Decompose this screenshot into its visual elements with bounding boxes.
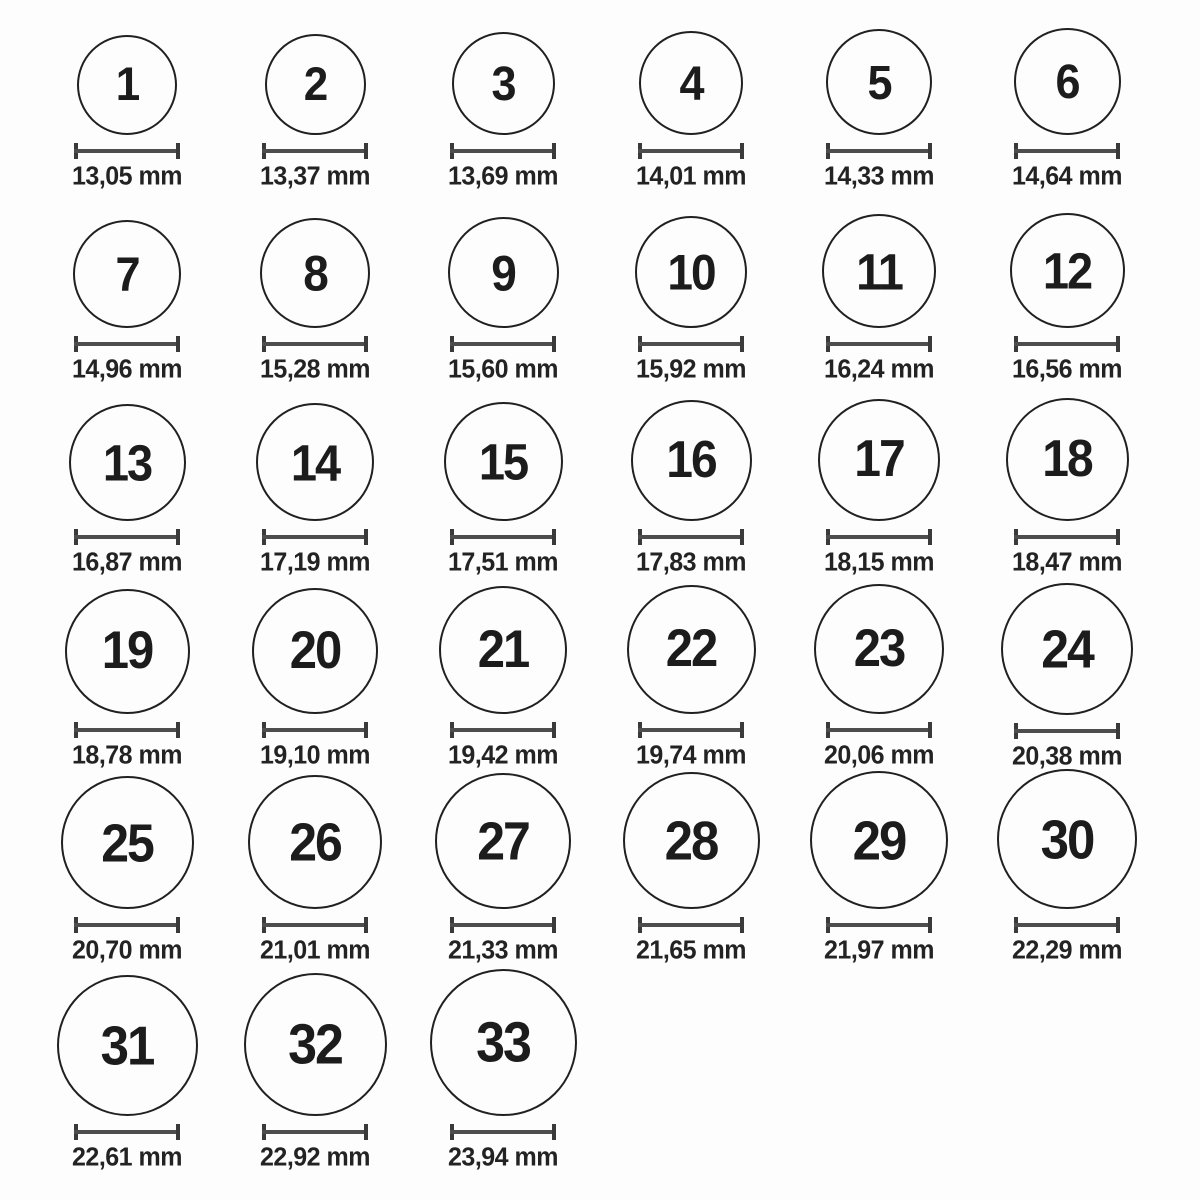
measure-tick-right bbox=[552, 529, 556, 545]
ring-size-cell bbox=[33, 583, 221, 776]
ring-size-number: 17 bbox=[854, 430, 904, 489]
ring-size-cell bbox=[33, 776, 221, 969]
ring-circle bbox=[73, 220, 181, 328]
diameter-measure-line bbox=[74, 1124, 180, 1140]
measure-bar bbox=[74, 923, 180, 927]
diameter-measure-line bbox=[450, 722, 556, 738]
measure-bar bbox=[826, 149, 932, 153]
circle-area bbox=[260, 197, 370, 328]
ring-circle bbox=[256, 403, 374, 521]
measure-bar bbox=[262, 1130, 368, 1134]
diameter-label: 18,78 mm bbox=[72, 740, 182, 770]
measure-bar bbox=[826, 923, 932, 927]
ring-size-number: 8 bbox=[303, 244, 327, 302]
circle-area bbox=[448, 197, 559, 328]
measure-bar bbox=[74, 535, 180, 539]
measure-bar bbox=[1014, 342, 1120, 346]
circle-area bbox=[57, 969, 198, 1116]
ring-size-cell bbox=[409, 390, 597, 583]
measure-tick-right bbox=[552, 336, 556, 352]
diameter-label: 16,56 mm bbox=[1012, 354, 1122, 384]
ring-size-cell bbox=[785, 583, 973, 776]
measure-tick-right bbox=[176, 722, 180, 738]
diameter-label: 19,74 mm bbox=[636, 740, 746, 770]
ring-size-cell bbox=[409, 4, 597, 197]
ring-circle bbox=[260, 218, 370, 328]
measure-bar bbox=[1014, 923, 1120, 927]
ring-size-number: 15 bbox=[478, 432, 528, 491]
ring-size-number: 30 bbox=[1040, 808, 1094, 870]
measure-tick-right bbox=[364, 1124, 368, 1140]
diameter-label: 15,92 mm bbox=[636, 354, 746, 384]
measure-bar bbox=[262, 149, 368, 153]
circle-area bbox=[439, 583, 567, 714]
measure-tick-right bbox=[740, 336, 744, 352]
circle-area bbox=[61, 776, 194, 909]
ring-size-number: 20 bbox=[289, 621, 341, 680]
circle-area bbox=[69, 390, 186, 521]
measure-tick-right bbox=[740, 529, 744, 545]
ring-size-number: 25 bbox=[101, 812, 153, 873]
measure-tick-right bbox=[176, 529, 180, 545]
diameter-label: 21,65 mm bbox=[636, 935, 746, 965]
diameter-measure-line bbox=[638, 917, 744, 933]
ring-size-number: 3 bbox=[491, 55, 515, 112]
ring-size-cell bbox=[785, 197, 973, 390]
ring-circle bbox=[252, 588, 378, 714]
measure-bar bbox=[826, 535, 932, 539]
ring-size-number: 5 bbox=[867, 54, 891, 110]
ring-size-cell bbox=[785, 4, 973, 197]
ring-circle bbox=[639, 31, 743, 135]
measure-bar bbox=[638, 149, 744, 153]
diameter-measure-line bbox=[638, 529, 744, 545]
diameter-label: 14,64 mm bbox=[1012, 161, 1122, 191]
diameter-label: 14,33 mm bbox=[824, 161, 934, 191]
ring-circle bbox=[822, 214, 936, 328]
ring-size-cell bbox=[221, 390, 409, 583]
ring-size-number: 11 bbox=[856, 242, 902, 300]
measure-tick-right bbox=[364, 722, 368, 738]
ring-circle bbox=[623, 772, 760, 909]
ring-size-cell bbox=[409, 969, 597, 1178]
ring-size-number: 28 bbox=[664, 809, 718, 872]
diameter-measure-line bbox=[450, 1124, 556, 1140]
measure-bar bbox=[74, 1130, 180, 1134]
measure-bar bbox=[638, 728, 744, 732]
measure-tick-right bbox=[1116, 336, 1120, 352]
measure-tick-right bbox=[364, 917, 368, 933]
circle-area bbox=[818, 390, 940, 521]
circle-area bbox=[435, 773, 571, 909]
diameter-label: 20,06 mm bbox=[824, 740, 934, 770]
measure-tick-right bbox=[176, 1124, 180, 1140]
circle-area bbox=[623, 772, 760, 909]
circle-area bbox=[73, 197, 181, 328]
circle-area bbox=[1010, 197, 1125, 328]
ring-circle bbox=[448, 217, 559, 328]
ring-circle bbox=[61, 776, 194, 909]
ring-circle bbox=[1006, 398, 1129, 521]
ring-size-number: 27 bbox=[477, 810, 529, 872]
ring-size-number: 4 bbox=[679, 55, 703, 111]
diameter-label: 21,01 mm bbox=[260, 935, 370, 965]
diameter-measure-line bbox=[1014, 917, 1120, 933]
ring-size-number: 10 bbox=[667, 243, 715, 301]
diameter-label: 13,69 mm bbox=[448, 161, 558, 191]
diameter-measure-line bbox=[450, 917, 556, 933]
ring-size-number: 18 bbox=[1042, 430, 1092, 488]
ring-size-cell bbox=[221, 197, 409, 390]
diameter-measure-line bbox=[638, 336, 744, 352]
circle-area bbox=[822, 197, 936, 328]
ring-circle bbox=[1001, 583, 1133, 715]
ring-size-number: 1 bbox=[115, 58, 139, 111]
ring-circle bbox=[627, 585, 756, 714]
ring-circle bbox=[69, 404, 186, 521]
ring-size-number: 9 bbox=[491, 244, 515, 301]
ring-size-cell bbox=[973, 197, 1161, 390]
measure-tick-right bbox=[1116, 723, 1120, 739]
diameter-measure-line bbox=[1014, 336, 1120, 352]
measure-bar bbox=[262, 535, 368, 539]
measure-tick-right bbox=[928, 143, 932, 159]
measure-tick-right bbox=[740, 722, 744, 738]
diameter-measure-line bbox=[826, 336, 932, 352]
diameter-label: 22,61 mm bbox=[72, 1142, 182, 1172]
diameter-measure-line bbox=[638, 722, 744, 738]
ring-size-number: 23 bbox=[853, 619, 905, 678]
circle-area bbox=[444, 390, 563, 521]
measure-tick-right bbox=[928, 722, 932, 738]
ring-circle bbox=[65, 589, 190, 714]
ring-circle bbox=[818, 399, 940, 521]
circle-area bbox=[452, 4, 555, 135]
ring-size-number: 6 bbox=[1055, 53, 1079, 110]
measure-tick-right bbox=[364, 529, 368, 545]
diameter-label: 22,92 mm bbox=[260, 1142, 370, 1172]
ring-circle bbox=[1010, 213, 1125, 328]
measure-bar bbox=[74, 149, 180, 153]
diameter-measure-line bbox=[826, 529, 932, 545]
diameter-measure-line bbox=[1014, 143, 1120, 159]
diameter-label: 20,70 mm bbox=[72, 935, 182, 965]
ring-size-number: 29 bbox=[852, 809, 906, 871]
ring-size-cell bbox=[409, 583, 597, 776]
measure-tick-right bbox=[176, 143, 180, 159]
circle-area bbox=[826, 4, 932, 135]
ring-size-cell bbox=[597, 197, 785, 390]
diameter-measure-line bbox=[262, 336, 368, 352]
diameter-measure-line bbox=[1014, 723, 1120, 739]
circle-area bbox=[810, 771, 948, 909]
diameter-measure-line bbox=[262, 529, 368, 545]
measure-bar bbox=[74, 728, 180, 732]
diameter-label: 16,24 mm bbox=[824, 354, 934, 384]
diameter-label: 21,97 mm bbox=[824, 935, 934, 965]
circle-area bbox=[627, 583, 756, 714]
circle-area bbox=[248, 775, 382, 909]
ring-circle bbox=[1014, 28, 1121, 135]
measure-tick-right bbox=[552, 143, 556, 159]
measure-tick-right bbox=[1116, 529, 1120, 545]
measure-bar bbox=[1014, 729, 1120, 733]
ring-size-number: 32 bbox=[288, 1013, 342, 1076]
diameter-label: 18,47 mm bbox=[1012, 547, 1122, 577]
ring-circle bbox=[248, 775, 382, 909]
ring-size-cell bbox=[409, 776, 597, 969]
measure-bar bbox=[262, 923, 368, 927]
ring-size-number: 2 bbox=[303, 57, 327, 111]
measure-bar bbox=[450, 923, 556, 927]
diameter-label: 17,83 mm bbox=[636, 547, 746, 577]
ring-size-cell bbox=[221, 4, 409, 197]
ring-size-cell bbox=[409, 197, 597, 390]
ring-circle bbox=[435, 773, 571, 909]
diameter-label: 16,87 mm bbox=[72, 547, 182, 577]
ring-size-number: 14 bbox=[290, 433, 340, 491]
measure-tick-right bbox=[364, 336, 368, 352]
ring-size-number: 16 bbox=[666, 431, 716, 489]
ring-circle bbox=[57, 975, 198, 1116]
ring-size-cell bbox=[221, 776, 409, 969]
ring-size-cell bbox=[785, 390, 973, 583]
ring-size-cell bbox=[597, 776, 785, 969]
measure-bar bbox=[262, 728, 368, 732]
circle-area bbox=[997, 769, 1137, 909]
diameter-label: 14,01 mm bbox=[636, 161, 746, 191]
diameter-measure-line bbox=[450, 143, 556, 159]
diameter-measure-line bbox=[638, 143, 744, 159]
measure-bar bbox=[450, 728, 556, 732]
measure-tick-right bbox=[552, 917, 556, 933]
ring-size-cell bbox=[973, 776, 1161, 969]
diameter-measure-line bbox=[74, 917, 180, 933]
circle-area bbox=[244, 969, 387, 1116]
measure-tick-right bbox=[552, 1124, 556, 1140]
ring-circle bbox=[439, 586, 567, 714]
ring-size-number: 21 bbox=[477, 620, 529, 679]
ring-circle bbox=[77, 35, 177, 135]
measure-tick-right bbox=[176, 336, 180, 352]
diameter-label: 18,15 mm bbox=[824, 547, 934, 577]
diameter-label: 23,94 mm bbox=[448, 1142, 558, 1172]
measure-bar bbox=[1014, 149, 1120, 153]
measure-bar bbox=[638, 342, 744, 346]
measure-tick-right bbox=[552, 722, 556, 738]
circle-area bbox=[77, 4, 177, 135]
diameter-label: 21,33 mm bbox=[448, 935, 558, 965]
ring-size-cell bbox=[973, 390, 1161, 583]
circle-area bbox=[1006, 390, 1129, 521]
measure-tick-right bbox=[364, 143, 368, 159]
ring-circle bbox=[444, 402, 563, 521]
ring-size-number: 13 bbox=[102, 433, 152, 492]
diameter-measure-line bbox=[74, 336, 180, 352]
ring-size-number: 33 bbox=[476, 1011, 530, 1074]
diameter-measure-line bbox=[826, 722, 932, 738]
measure-tick-right bbox=[928, 336, 932, 352]
circle-area bbox=[635, 197, 747, 328]
measure-bar bbox=[74, 342, 180, 346]
measure-bar bbox=[450, 1130, 556, 1134]
ring-circle bbox=[244, 973, 387, 1116]
ring-circle bbox=[635, 216, 747, 328]
ring-circle bbox=[631, 400, 752, 521]
measure-tick-right bbox=[928, 917, 932, 933]
diameter-measure-line bbox=[1014, 529, 1120, 545]
ring-size-cell bbox=[221, 583, 409, 776]
diameter-label: 13,05 mm bbox=[72, 161, 182, 191]
diameter-measure-line bbox=[74, 722, 180, 738]
ring-circle bbox=[430, 969, 577, 1116]
circle-area bbox=[1014, 4, 1121, 135]
measure-tick-right bbox=[928, 529, 932, 545]
circle-area bbox=[639, 4, 743, 135]
ring-size-cell bbox=[973, 4, 1161, 197]
diameter-label: 17,51 mm bbox=[448, 547, 558, 577]
ring-size-cell bbox=[33, 4, 221, 197]
diameter-measure-line bbox=[450, 336, 556, 352]
measure-bar bbox=[826, 728, 932, 732]
circle-area bbox=[814, 583, 944, 714]
diameter-label: 15,28 mm bbox=[260, 354, 370, 384]
circle-area bbox=[252, 583, 378, 714]
ring-size-cell bbox=[33, 197, 221, 390]
ring-size-cell bbox=[973, 583, 1161, 776]
ring-circle bbox=[452, 32, 555, 135]
diameter-label: 20,38 mm bbox=[1012, 741, 1122, 771]
measure-tick-right bbox=[740, 917, 744, 933]
measure-tick-right bbox=[176, 917, 180, 933]
circle-area bbox=[631, 390, 752, 521]
circle-area bbox=[1001, 583, 1133, 715]
diameter-measure-line bbox=[74, 529, 180, 545]
circle-area bbox=[65, 583, 190, 714]
ring-size-cell bbox=[597, 390, 785, 583]
measure-bar bbox=[638, 923, 744, 927]
ring-size-cell bbox=[33, 969, 221, 1178]
measure-bar bbox=[638, 535, 744, 539]
measure-bar bbox=[262, 342, 368, 346]
ring-size-number: 22 bbox=[665, 619, 717, 679]
ring-size-number: 26 bbox=[289, 811, 341, 873]
ring-size-cell bbox=[597, 4, 785, 197]
ring-size-number: 19 bbox=[101, 621, 153, 681]
circle-area bbox=[430, 969, 577, 1116]
measure-tick-right bbox=[1116, 143, 1120, 159]
diameter-label: 19,42 mm bbox=[448, 740, 558, 770]
ring-size-cell bbox=[785, 776, 973, 969]
ring-size-number: 31 bbox=[100, 1014, 154, 1077]
ring-size-cell bbox=[221, 969, 409, 1178]
ring-circle bbox=[265, 34, 366, 135]
diameter-measure-line bbox=[74, 143, 180, 159]
measure-bar bbox=[450, 535, 556, 539]
diameter-label: 14,96 mm bbox=[72, 354, 182, 384]
ring-size-number: 12 bbox=[1042, 241, 1092, 300]
circle-area bbox=[265, 4, 366, 135]
diameter-measure-line bbox=[262, 1124, 368, 1140]
measure-tick-right bbox=[1116, 917, 1120, 933]
ring-size-number: 7 bbox=[115, 246, 139, 302]
diameter-label: 22,29 mm bbox=[1012, 935, 1122, 965]
measure-bar bbox=[1014, 535, 1120, 539]
diameter-measure-line bbox=[262, 722, 368, 738]
diameter-measure-line bbox=[450, 529, 556, 545]
diameter-measure-line bbox=[262, 917, 368, 933]
ring-size-number: 24 bbox=[1041, 618, 1093, 680]
diameter-measure-line bbox=[826, 143, 932, 159]
ring-circle bbox=[826, 29, 932, 135]
measure-tick-right bbox=[740, 143, 744, 159]
diameter-label: 13,37 mm bbox=[260, 161, 370, 191]
ring-size-cell bbox=[33, 390, 221, 583]
ring-size-cell bbox=[597, 583, 785, 776]
ring-circle bbox=[997, 769, 1137, 909]
diameter-label: 15,60 mm bbox=[448, 354, 558, 384]
ring-circle bbox=[814, 584, 944, 714]
diameter-measure-line bbox=[826, 917, 932, 933]
diameter-measure-line bbox=[262, 143, 368, 159]
ring-circle bbox=[810, 771, 948, 909]
circle-area bbox=[256, 390, 374, 521]
measure-bar bbox=[826, 342, 932, 346]
measure-bar bbox=[450, 149, 556, 153]
diameter-label: 19,10 mm bbox=[260, 740, 370, 770]
diameter-label: 17,19 mm bbox=[260, 547, 370, 577]
measure-bar bbox=[450, 342, 556, 346]
